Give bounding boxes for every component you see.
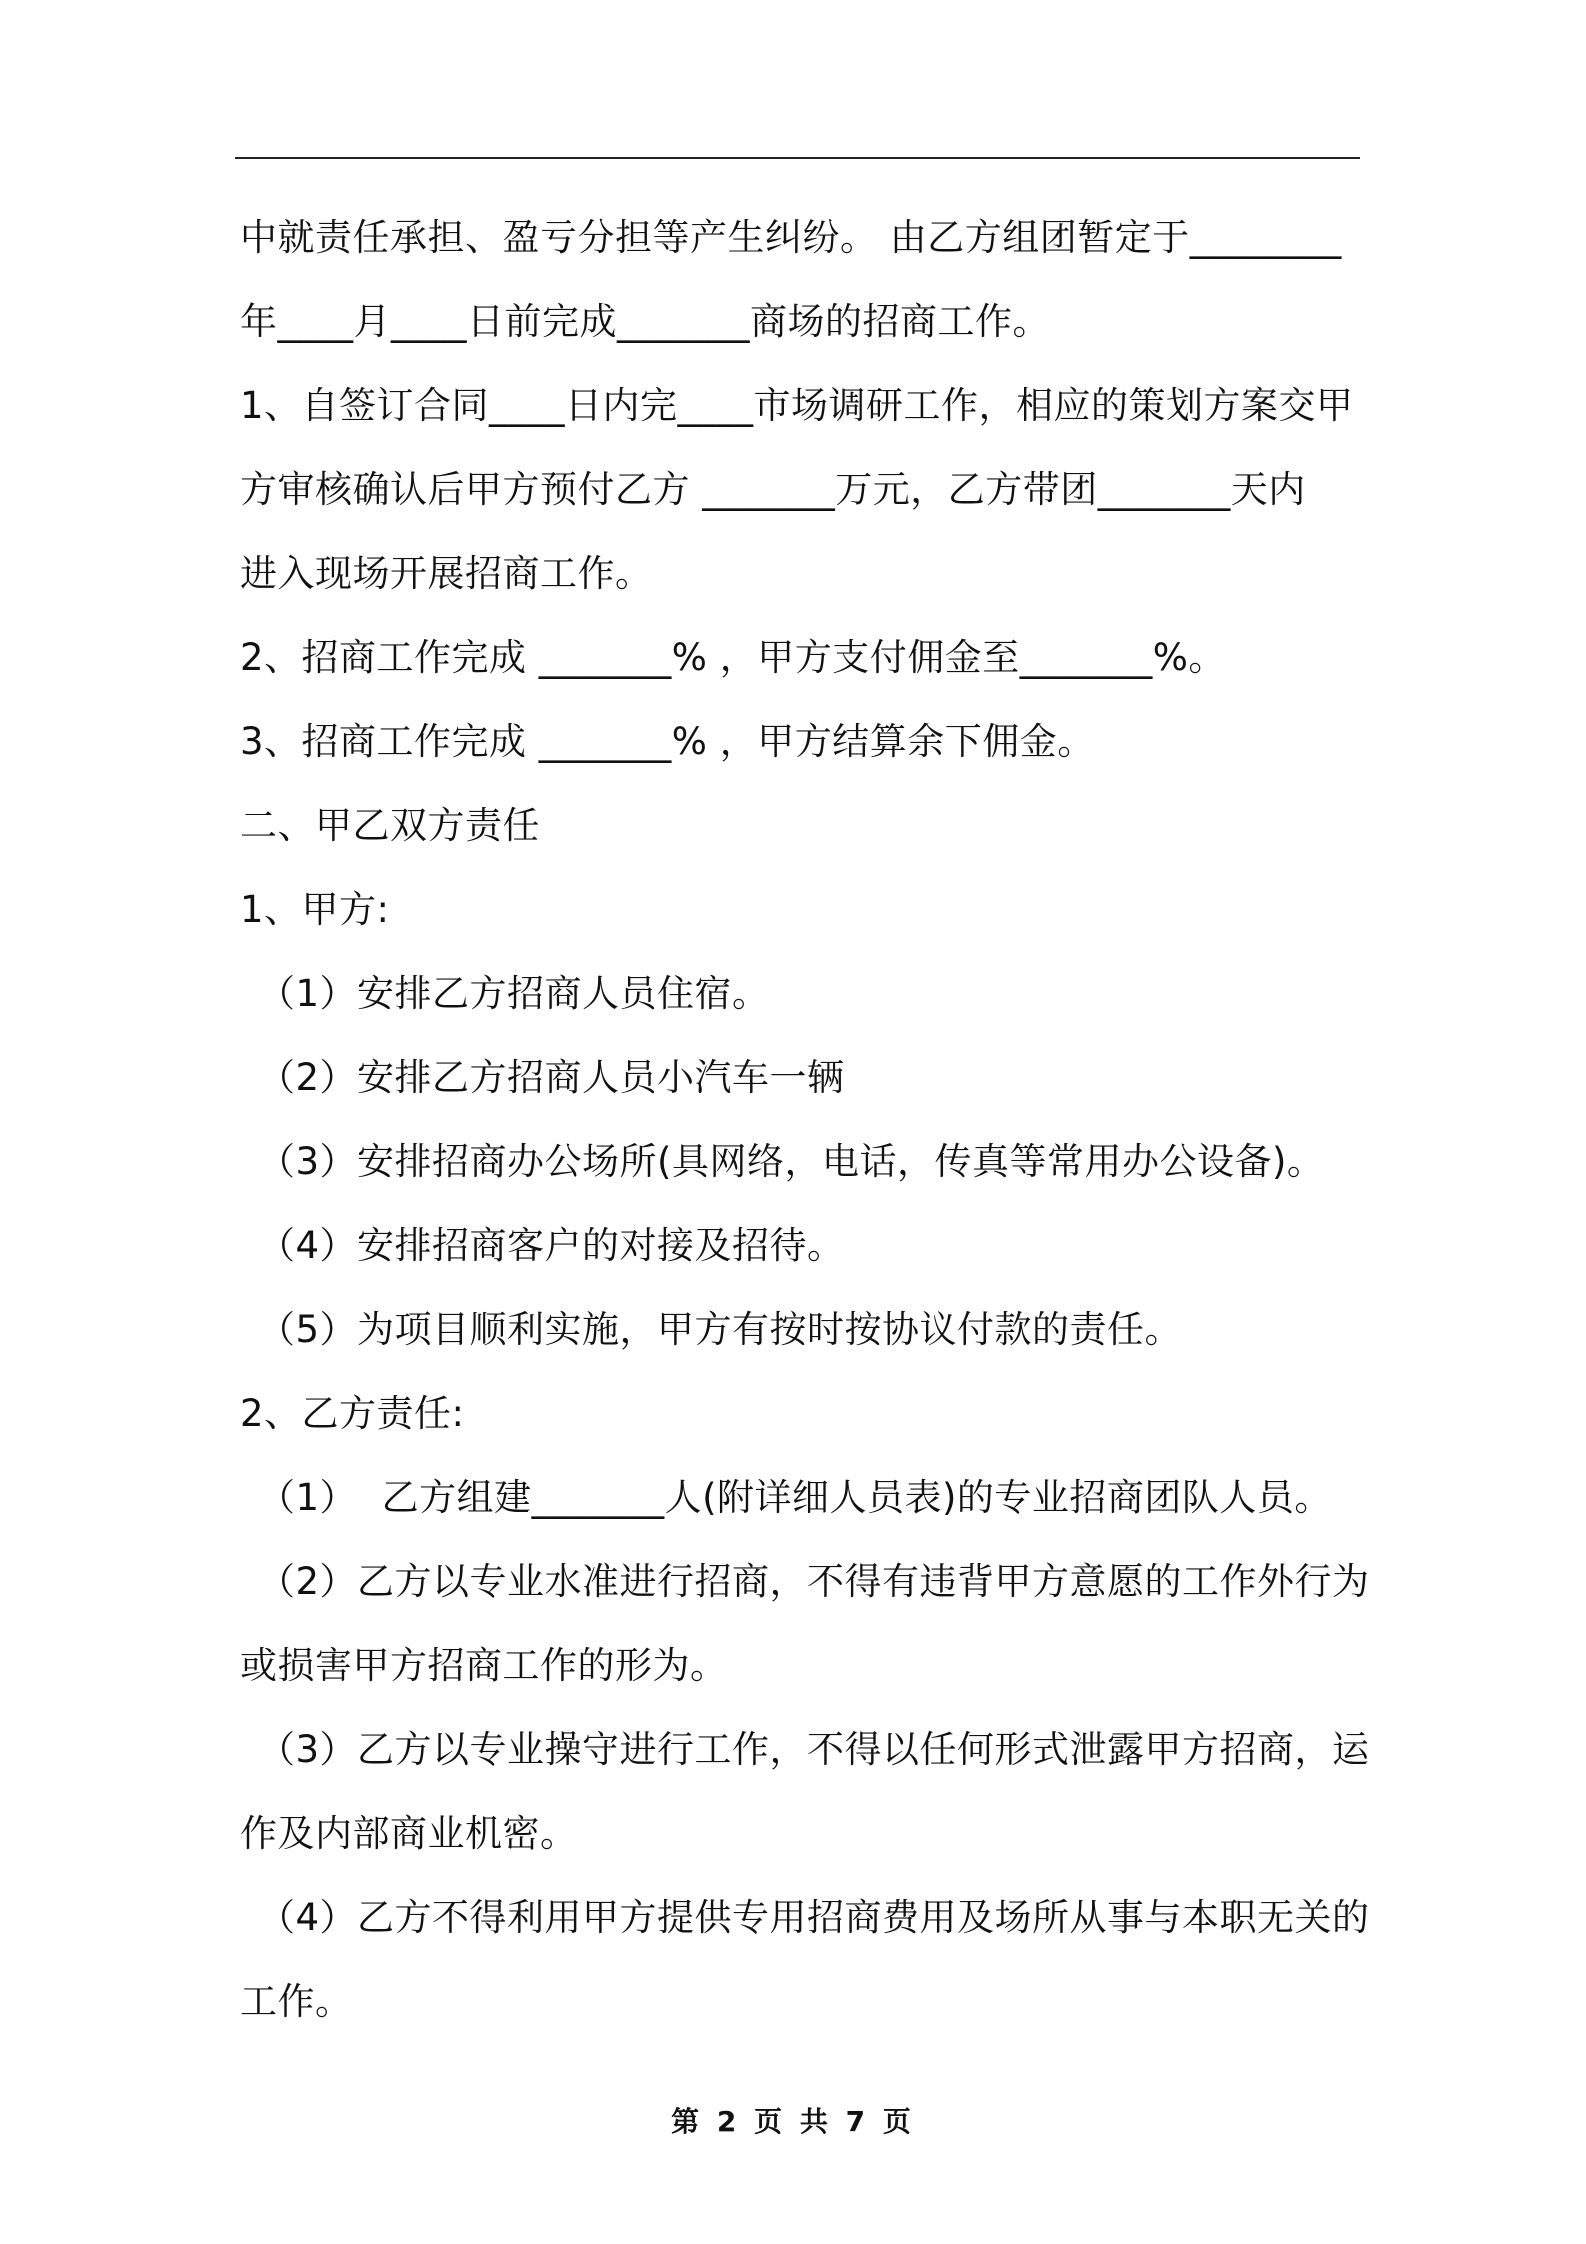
list-item: （2）安排乙方招商人员小汽车一辆 — [258, 1056, 845, 1099]
list-item: （4）乙方不得利用甲方提供专用招商费用及场所从事与本职无关的 — [258, 1896, 1370, 1939]
paragraph-line: 进入现场开展招商工作。 — [240, 552, 653, 595]
list-item: （2）乙方以专业水准进行招商，不得有违背甲方意愿的工作外行为 — [258, 1560, 1370, 1603]
page-number-footer: 第 2 页 共 7 页 — [671, 2105, 915, 2138]
list-item: （1）安排乙方招商人员住宿。 — [258, 972, 770, 1015]
list-item: （3）乙方以专业操守进行工作，不得以任何形式泄露甲方招商，运 — [258, 1728, 1370, 1771]
list-item: （5）为项目顺利实施，甲方有按时按协议付款的责任。 — [258, 1308, 1183, 1351]
paragraph-line: 或损害甲方招商工作的形为。 — [240, 1644, 728, 1687]
subsection-heading: 2、乙方责任: — [240, 1392, 465, 1435]
paragraph-line: 中就责任承担、盈亏分担等产生纠纷。 由乙方组团暂定于________ — [240, 216, 1342, 259]
header-rule — [235, 157, 1360, 159]
paragraph-line: 方审核确认后甲方预付乙方 _______万元，乙方带团_______天内 — [240, 468, 1306, 511]
paragraph-line: 年____月____日前完成_______商场的招商工作。 — [240, 300, 1050, 343]
paragraph-line: 2、招商工作完成 _______% ，甲方支付佣金至_______%。 — [240, 636, 1226, 679]
paragraph-line: 工作。 — [240, 1980, 353, 2023]
subsection-heading: 1、甲方: — [240, 888, 390, 931]
list-item: （4）安排招商客户的对接及招待。 — [258, 1224, 845, 1267]
section-heading: 二、甲乙双方责任 — [240, 804, 540, 847]
paragraph-line: 1、自签订合同____日内完____市场调研工作，相应的策划方案交甲 — [240, 384, 1354, 427]
list-item: （3）安排招商办公场所(具网络，电话，传真等常用办公设备)。 — [258, 1140, 1325, 1183]
list-item: （1） 乙方组建_______人(附详细人员表)的专业招商团队人员。 — [258, 1476, 1332, 1519]
paragraph-line: 作及内部商业机密。 — [240, 1812, 578, 1855]
paragraph-line: 3、招商工作完成 _______% ，甲方结算余下佣金。 — [240, 720, 1095, 763]
document-body — [240, 196, 1370, 2044]
